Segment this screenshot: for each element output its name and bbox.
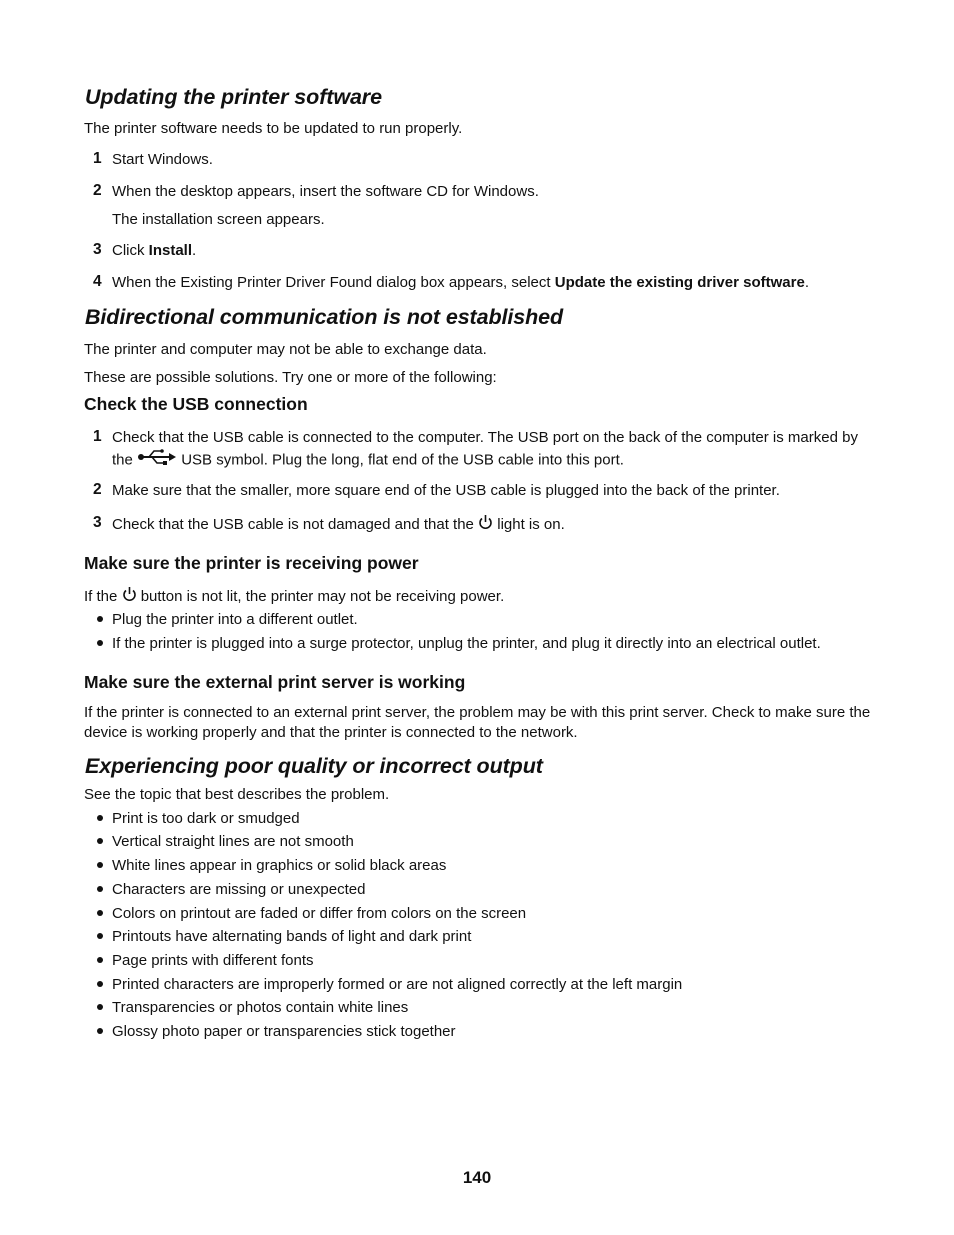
step-text-pre: Check that the USB cable is connected to the computer. The USB port on the back of the computer is marked by the [112,429,858,469]
step-text-pre: Click [112,242,149,259]
quality-link-item[interactable]: Characters are missing or unexpected [112,881,366,898]
bullet-dot [97,815,103,821]
step-text-post: . [804,274,809,291]
updating-intro: The printer software needs to be updated to run properly. [84,120,463,137]
quality-link-item[interactable]: Print is too dark or smudged [112,810,300,827]
step-text [112,273,809,293]
bullet-dot [97,1004,103,1010]
step-text: Start Windows. [112,151,213,168]
update-driver-term: Update the existing driver software [554,274,805,291]
quality-link-item[interactable]: Printed characters are improperly formed or are not aligned correctly at the left margin [112,976,683,993]
step-text-post: . [192,242,197,259]
power-icon [478,514,493,536]
bidirectional-intro-2: These are possible solutions. Try one or more of the following: [84,369,497,386]
install-term: Install [148,242,193,259]
step-number: 1 [93,428,102,445]
step-note: The installation screen appears. [112,211,325,228]
section-title-bidirectional: Bidirectional communication is not established [85,305,564,329]
power-intro-post: button is not lit, the printer may not be receiving power. [140,587,505,605]
bullet-dot [97,616,103,622]
bullet-item: If the printer is plugged into a surge protector, unplug the printer, and plug it directly into an electrical outlet. [112,635,821,652]
step-text-post: light is on. [497,515,565,533]
bullet-dot [97,838,103,844]
quality-link-item[interactable]: Vertical straight lines are not smooth [112,833,354,850]
bullet-dot [97,886,103,892]
bullet-dot [97,981,103,987]
bullet-dot [97,640,103,646]
quality-link-item[interactable]: Colors on printout are faded or differ from colors on the screen [112,905,527,922]
step-text-pre: When the Existing Printer Driver Found dialog box appears, select [112,274,555,291]
step-text [112,514,565,536]
power-intro-pre: If the [84,587,118,605]
bullet-dot [97,1028,103,1034]
page-number: 140 [462,1168,492,1187]
step-number: 4 [93,273,102,290]
bullet-dot [97,933,103,939]
bullet-dot [97,862,103,868]
step-number: 1 [93,150,102,167]
power-heading: Make sure the printer is receiving power [84,553,419,573]
bullet-dot [97,910,103,916]
server-heading: Make sure the external print server is working [84,672,466,692]
step-number: 3 [93,241,102,258]
step-number: 3 [93,514,102,531]
step-number: 2 [93,481,102,498]
quality-link-item[interactable]: Transparencies or photos contain white lines [112,999,409,1016]
step-number: 2 [93,182,102,199]
bidirectional-intro-1: The printer and computer may not be able to exchange data. [84,341,487,358]
usb-icon [137,449,177,472]
quality-link-item[interactable]: Page prints with different fonts [112,952,314,969]
server-text: If the printer is connected to an external print server, the problem may be with this print server. Check to make sure the device is working properly and that the printer is connected to the network. [84,704,871,741]
bullet-item: Plug the printer into a different outlet. [112,611,358,628]
section-title-quality: Experiencing poor quality or incorrect output [85,754,543,778]
step-text [112,427,877,472]
bullet-dot [97,957,103,963]
step-text: Make sure that the smaller, more square end of the USB cable is plugged into the back of the printer. [112,482,780,499]
step-text-pre: Check that the USB cable is not damaged and that the [112,515,474,533]
step-text-post: USB symbol. Plug the long, flat end of the USB cable into this port. [181,451,624,469]
power-icon [122,586,137,608]
usb-heading: Check the USB connection [84,394,308,414]
quality-link-item[interactable]: White lines appear in graphics or solid black areas [112,857,447,874]
quality-intro: See the topic that best describes the problem. [84,786,390,803]
power-intro [84,586,504,608]
step-text [112,241,196,261]
quality-link-item[interactable]: Glossy photo paper or transparencies stick together [112,1023,456,1040]
step-text: When the desktop appears, insert the software CD for Windows. [112,183,539,200]
quality-link-item[interactable]: Printouts have alternating bands of light and dark print [112,928,472,945]
section-title-updating: Updating the printer software [85,85,382,109]
